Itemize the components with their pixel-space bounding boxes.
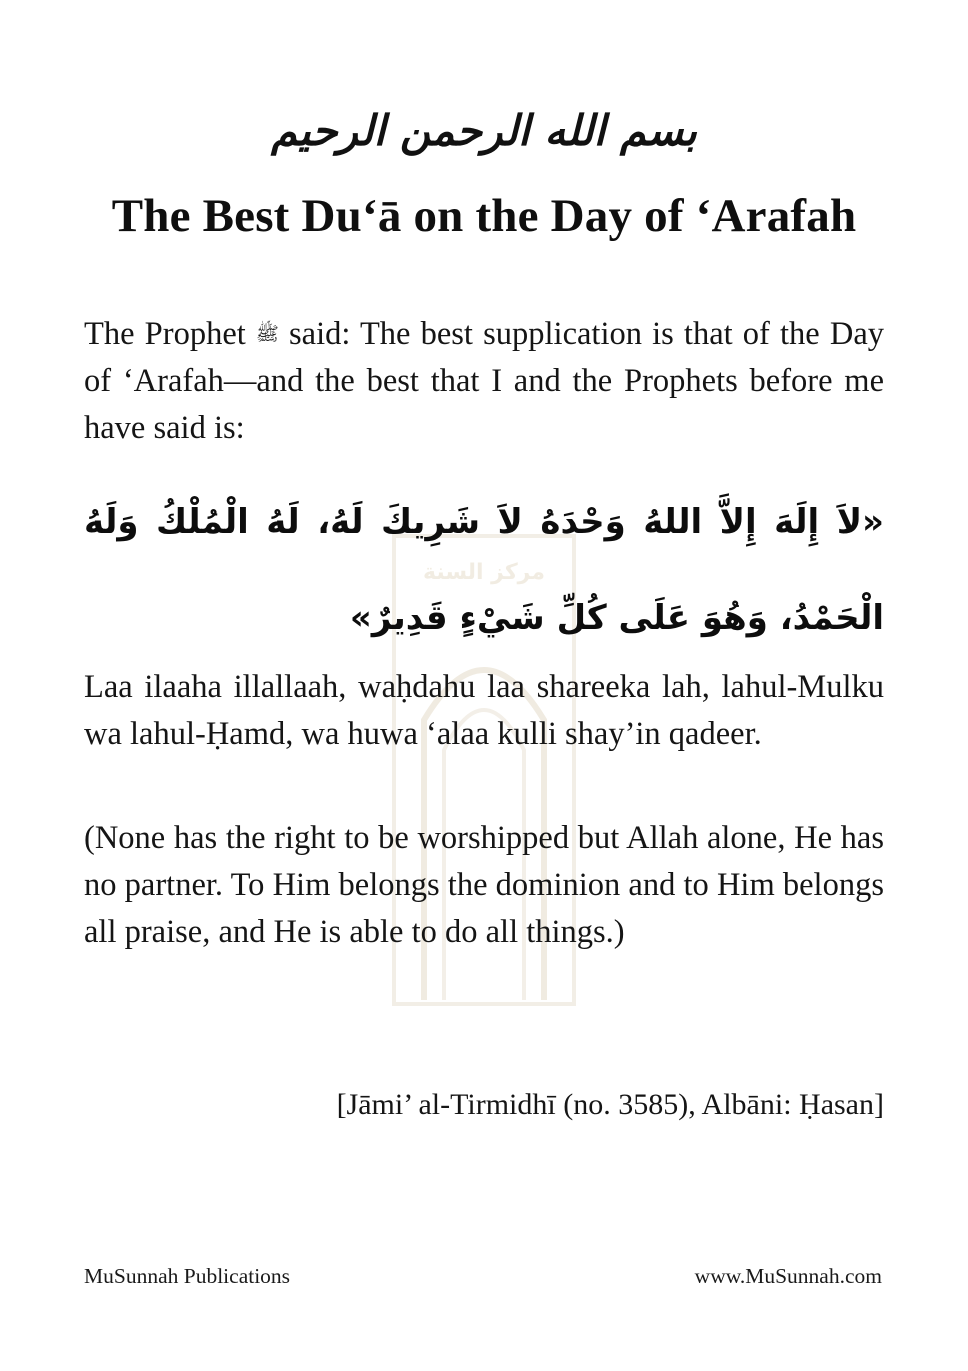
footer-publisher: MuSunnah Publications — [84, 1264, 291, 1288]
watermark-text: مركز السنة — [423, 560, 545, 585]
hadith-source-citation: [Jāmi’ al-Tirmidhī (no. 3585), Albāni: Ḥasan] — [336, 1088, 884, 1121]
intro-text-start: The Prophet — [84, 316, 256, 352]
basmala-calligraphy: بسم الله الرحمن الرحيم — [271, 106, 697, 155]
intro-text-rest: said: The best supplication is that of the Day of ‘Arafah—and the best that I and the Prophets before me have said is: — [84, 316, 885, 446]
honorific-salawat: ﷺ — [255, 323, 279, 345]
translation-paragraph: (None has the right to be worshipped but Allah alone, He has no partner. To Him belongs the dominion and to Him belongs all praise, and He is able to do all things.) — [84, 820, 884, 950]
intro-paragraph — [84, 311, 884, 452]
footer-website: www.MuSunnah.com — [694, 1264, 882, 1288]
transliteration-paragraph: Laa ilaaha illallaah, waḥdahu laa shareeka lah, lahul-Mulku wa lahul-Ḥamd, wa huwa ‘alaa kulli shay’in qadeer. — [84, 669, 884, 752]
arabic-dua-text: «لاَ إِلَهَ إِلاَّ اللهُ وَحْدَهُ لاَ شَرِيكَ لَهُ، لَهُ الْمُلْكُ وَلَهُ الْحَمْدُ، وَهُوَ عَلَى كُلِّ شَيْءٍ قَدِيرٌ» — [84, 502, 884, 638]
page-title: The Best Du‘ā on the Day of ‘Arafah — [111, 190, 857, 242]
